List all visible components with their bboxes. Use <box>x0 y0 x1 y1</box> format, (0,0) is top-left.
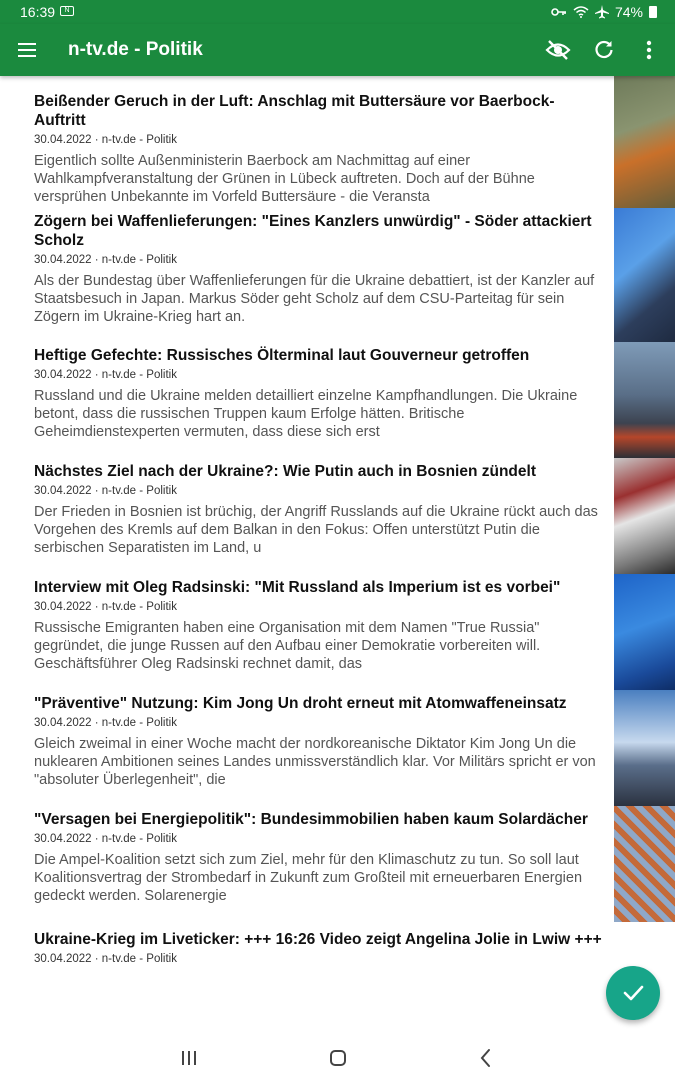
article-thumbnail <box>614 342 675 458</box>
recent-apps-icon[interactable] <box>177 1046 201 1070</box>
app-title: n-tv.de - Politik <box>68 39 203 60</box>
status-icons <box>551 4 657 20</box>
article-meta: 30.04.2022 · n-tv.de - Politik <box>34 717 177 729</box>
article-description: Eigentlich sollte Außenministerin Baerbock am Nachmittag auf einer Wahlkampfveranstaltung der Grünen in Lübeck auftreten. Doch auf der Bühne versprühen Unbekannte im Vorfeld Buttersäure - die Veransta <box>34 153 535 205</box>
list-item[interactable] <box>0 806 675 922</box>
article-title: "Versagen bei Energiepolitik": Bundesimmobilien haben kaum Solardächer <box>34 811 588 828</box>
article-meta: 30.04.2022 · n-tv.de - Politik <box>34 601 177 613</box>
mark-read-fab[interactable] <box>606 966 660 1020</box>
key-icon <box>551 6 567 18</box>
system-nav-bar <box>0 1036 675 1080</box>
article-description: Die Ampel-Koalition setzt sich zum Ziel, mehr für den Klimaschutz zu tun. So soll laut Koalitionsvertrag der Strombedarf in Zukunft zum Großteil mit erneuerbaren Energien gedeckt werden. Solarenergie <box>34 852 583 904</box>
article-meta: 30.04.2022 · n-tv.de - Politik <box>34 254 177 266</box>
article-title: Ukraine-Krieg im Liveticker: +++ 16:26 Video zeigt Angelina Jolie in Lwiw +++ <box>34 931 602 948</box>
article-thumbnail <box>614 458 675 574</box>
status-bar <box>0 0 675 24</box>
article-description: Der Frieden in Bosnien ist brüchig, der Angriff Russlands auf die Ukraine rückt auch das Vorgehen des Kremls auf dem Balkan in den Fokus: Offen unterstützt Putin die serbischen Separatisten im Land, u <box>34 504 598 556</box>
article-title: Beißender Geruch in der Luft: Anschlag mit Buttersäure vor Baerbock-Auftritt <box>34 93 555 129</box>
status-time: 16:39 <box>20 4 56 20</box>
refresh-icon[interactable] <box>590 36 618 64</box>
list-item[interactable] <box>0 458 675 574</box>
article-meta: 30.04.2022 · n-tv.de - Politik <box>34 369 177 381</box>
nfc-icon: N <box>60 6 74 16</box>
home-icon[interactable] <box>326 1046 350 1070</box>
article-meta: 30.04.2022 · n-tv.de - Politik <box>34 134 177 146</box>
list-item[interactable] <box>0 574 675 690</box>
airplane-icon <box>595 5 609 19</box>
article-meta: 30.04.2022 · n-tv.de - Politik <box>34 485 177 497</box>
list-item[interactable] <box>0 690 675 806</box>
article-thumbnail <box>614 76 675 222</box>
article-thumbnail <box>614 208 675 343</box>
article-title: Interview mit Oleg Radsinski: "Mit Russland als Imperium ist es vorbei" <box>34 579 561 596</box>
article-thumbnail <box>614 690 675 806</box>
article-list[interactable] <box>0 76 675 1020</box>
article-description: Russische Emigranten haben eine Organisation mit dem Namen "True Russia" gegründet, die junge Russen auf den Aufbau einer Demokratie vorbereiten will. Geschäftsführer Oleg Radsinski rechnet damit, das <box>34 620 541 672</box>
article-description: Gleich zweimal in einer Woche macht der nordkoreanische Diktator Kim Jong Un die nuklearen Ambitionen seines Landes unmissverständlich klar. Vor Militärs spricht er von "absoluter Überlegenheit", die <box>34 736 596 788</box>
more-vert-icon[interactable] <box>635 36 663 64</box>
battery-icon <box>649 6 657 18</box>
article-title: "Präventive" Nutzung: Kim Jong Un droht erneut mit Atomwaffeneinsatz <box>34 695 567 712</box>
article-title: Zögern bei Waffenlieferungen: "Eines Kanzlers unwürdig" - Söder attackiert Scholz <box>34 213 592 249</box>
eye-off-icon[interactable] <box>544 36 572 64</box>
check-icon <box>606 966 660 1020</box>
back-icon[interactable] <box>474 1046 498 1070</box>
list-item[interactable] <box>0 342 675 458</box>
menu-icon[interactable] <box>14 36 42 64</box>
article-meta: 30.04.2022 · n-tv.de - Politik <box>34 833 177 845</box>
list-item[interactable] <box>0 92 675 208</box>
article-thumbnail <box>614 574 675 690</box>
app-bar <box>0 24 675 76</box>
article-title: Nächstes Ziel nach der Ukraine?: Wie Putin auch in Bosnien zündelt <box>34 463 536 480</box>
battery-percent: 74% <box>614 4 643 20</box>
article-description: Als der Bundestag über Waffenlieferungen für die Ukraine debattiert, ist der Kanzler auf Staatsbesuch in Japan. Markus Söder geht Scholz auf dem CSU-Parteitag für sein Zögern im Ukraine-Krieg hart an. <box>34 273 595 325</box>
list-item[interactable] <box>0 208 675 340</box>
article-title: Heftige Gefechte: Russisches Ölterminal laut Gouverneur getroffen <box>34 347 530 364</box>
list-item[interactable] <box>0 922 675 982</box>
wifi-icon <box>573 6 589 18</box>
article-thumbnail <box>614 806 675 922</box>
article-description: Russland und die Ukraine melden detailliert einzelne Kampfhandlungen. Die Ukraine betont, dass die russischen Truppen kaum Erfolge hätten. Britische Geheimdienstexperten vermuten, dass diese sich erst <box>34 388 578 440</box>
article-meta: 30.04.2022 · n-tv.de - Politik <box>34 953 177 965</box>
